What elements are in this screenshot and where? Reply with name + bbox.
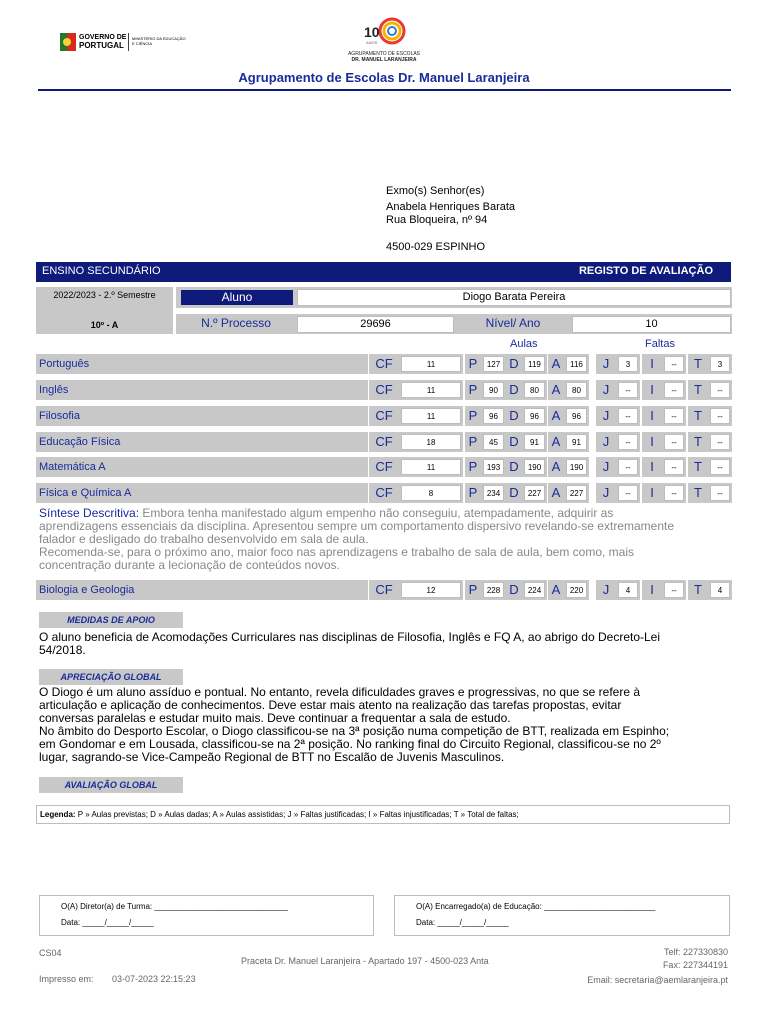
p-letter: P	[468, 459, 478, 474]
a-letter: A	[551, 459, 561, 474]
subject-name-bar	[36, 380, 368, 400]
recipient-postal: 4500-029 ESPINHO	[386, 241, 486, 253]
d-value: 91	[524, 434, 545, 450]
director-date-line: Data: _____/_____/_____	[61, 918, 154, 927]
p-letter: P	[468, 408, 478, 423]
gov-logo	[60, 31, 190, 53]
director-signature-box	[39, 895, 374, 936]
p-letter: P	[468, 356, 478, 371]
a-letter: A	[551, 582, 561, 597]
i-letter: I	[650, 485, 654, 500]
school-title: Agrupamento de Escolas Dr. Manuel Laranjeira	[238, 70, 530, 85]
footer-code: CS04	[39, 948, 62, 958]
legend-text: P » Aulas previstas; D » Aulas dadas; A » Aulas assistidas; J » Faltas justificadas; I » Faltas injustificadas; T » Total de faltas;	[77, 810, 519, 819]
d-value: 96	[524, 408, 545, 424]
footer-printed-value: 03-07-2023 22:15:23	[112, 974, 196, 984]
j-letter: J	[602, 382, 610, 397]
recipient-street: Rua Bloqueira, nº 94	[386, 214, 488, 226]
subject-row	[0, 380, 768, 400]
apreciacao-line5: em Gondomar e em Lousada, classificou-se na 2ª posição. No ranking final do Circuito Regional, classificou-se no 2º	[39, 737, 661, 751]
logo-line2: DR. MANUEL LARANJEIRA	[351, 57, 417, 63]
d-letter: D	[509, 582, 519, 597]
guardian-date-line: Data: _____/_____/_____	[416, 918, 509, 927]
title-left: ENSINO SECUNDÁRIO	[42, 265, 161, 277]
apreciacao-line4: No âmbito do Desporto Escolar, o Diogo classificou-se na 3ª posição numa competição de BTT, realizada em Espinho;	[39, 724, 670, 738]
i-value: --	[664, 408, 684, 424]
t-letter: T	[694, 485, 702, 500]
d-value: 190	[524, 459, 545, 475]
director-signature-line: O(A) Diretor(a) de Turma: ______________________________	[61, 902, 288, 911]
a-letter: A	[551, 356, 561, 371]
t-value: 3	[710, 356, 730, 372]
i-letter: I	[650, 356, 654, 371]
cf-value: 11	[401, 382, 461, 398]
cf-letter: CF	[375, 434, 393, 449]
nivel-value: 10	[572, 316, 731, 333]
a-value: 96	[566, 408, 587, 424]
a-letter: A	[551, 485, 561, 500]
j-value: 3	[618, 356, 638, 372]
t-value: --	[710, 459, 730, 475]
i-letter: I	[650, 582, 654, 597]
d-value: 80	[524, 382, 545, 398]
i-letter: I	[650, 459, 654, 474]
i-value: --	[664, 434, 684, 450]
cf-value: 11	[401, 356, 461, 372]
subject-name: Filosofia	[39, 410, 80, 422]
a-value: 80	[566, 382, 587, 398]
d-letter: D	[509, 434, 519, 449]
cf-letter: CF	[375, 382, 393, 397]
cf-value: 11	[401, 459, 461, 475]
avaliacao-label: AVALIAÇÃO GLOBAL	[39, 777, 183, 793]
a-letter: A	[551, 434, 561, 449]
i-letter: I	[650, 382, 654, 397]
period-panel	[36, 287, 173, 334]
footer-address: Praceta Dr. Manuel Laranjeira - Apartado 197 - 4500-023 Anta	[241, 956, 489, 966]
j-letter: J	[602, 356, 610, 371]
a-value: 190	[566, 459, 587, 475]
t-value: --	[710, 382, 730, 398]
sintese-line1: Embora tenha manifestado algum empenho não conseguiu, atempadamente, adquirir as	[142, 506, 614, 520]
apreciacao-text	[39, 686, 731, 764]
j-letter: J	[602, 408, 610, 423]
guardian-signature-box	[394, 895, 730, 936]
j-value: --	[618, 485, 638, 501]
subject-name: Português	[39, 358, 90, 370]
apreciacao-label: APRECIAÇÃO GLOBAL	[39, 669, 183, 685]
period-label: 2022/2023 - 2.º Semestre	[53, 290, 156, 300]
cf-letter: CF	[375, 408, 393, 423]
gov-line1: GOVERNO DE	[79, 34, 127, 41]
d-letter: D	[509, 459, 519, 474]
cf-value: 12	[401, 582, 461, 598]
header-divider	[38, 89, 731, 91]
sintese-block	[39, 507, 731, 572]
t-letter: T	[694, 356, 702, 371]
subject-name: Inglês	[39, 384, 69, 396]
a-letter: A	[551, 408, 561, 423]
footer-tel: Telf: 227330830	[663, 947, 728, 957]
p-value: 45	[483, 434, 504, 450]
d-letter: D	[509, 485, 519, 500]
subject-name: Física e Química A	[39, 487, 132, 499]
t-value: --	[710, 485, 730, 501]
legend-box	[36, 805, 730, 824]
aluno-label: Aluno	[181, 290, 293, 305]
a-value: 227	[566, 485, 587, 501]
title-right: REGISTO DE AVALIAÇÃO	[578, 265, 713, 277]
gov-line2: PORTUGAL	[79, 41, 124, 50]
p-letter: P	[468, 485, 478, 500]
d-letter: D	[509, 356, 519, 371]
subject-name-bar	[36, 406, 368, 426]
j-value: 4	[618, 582, 638, 598]
j-letter: J	[602, 434, 610, 449]
d-value: 119	[524, 356, 545, 372]
sintese-line5: concentração durante a lecionação de conteúdos novos.	[39, 558, 340, 572]
subject-name: Educação Física	[39, 436, 121, 448]
faltas-label: Faltas	[645, 338, 675, 350]
recipient-name: Anabela Henriques Barata	[386, 201, 516, 213]
subject-row	[0, 580, 768, 600]
i-value: --	[664, 582, 684, 598]
guardian-signature-line: O(A) Encarregado(a) de Educação: _________________________	[416, 902, 656, 911]
apreciacao-line6: lugar, sagrando-se Vice-Campeão Regional de BTT no Escalão de Juvenis Masculinos.	[39, 750, 505, 764]
t-letter: T	[694, 459, 702, 474]
processo-label: N.º Processo	[201, 316, 271, 330]
t-value: --	[710, 408, 730, 424]
apreciacao-line1: O Diogo é um aluno assíduo e pontual. No entanto, revela dificuldades graves e progressivas, no que se refere à	[39, 685, 641, 699]
aluno-value: Diogo Barata Pereira	[297, 289, 731, 306]
cf-value: 18	[401, 434, 461, 450]
t-letter: T	[694, 434, 702, 449]
school-emblem-icon	[346, 16, 422, 50]
t-letter: T	[694, 408, 702, 423]
cf-value: 8	[401, 485, 461, 501]
p-value: 228	[483, 582, 504, 598]
class-label: 10º - A	[90, 320, 119, 330]
p-value: 90	[483, 382, 504, 398]
sintese-line3: falador e desligado do trabalho desenvolvido em sala de aula.	[39, 532, 369, 546]
school-logo	[346, 16, 422, 64]
footer-email: Email: secretaria@aemlaranjeira.pt	[587, 975, 728, 985]
d-value: 224	[524, 582, 545, 598]
i-letter: I	[650, 408, 654, 423]
footer-printed-label: Impresso em:	[39, 974, 94, 984]
title-bar	[36, 262, 731, 282]
sintese-label: Síntese Descritiva:	[39, 506, 140, 520]
medidas-label: MEDIDAS DE APOIO	[39, 612, 183, 628]
p-value: 193	[483, 459, 504, 475]
i-value: --	[664, 356, 684, 372]
subject-row	[0, 457, 768, 477]
apreciacao-line2: articulação e aplicação de conhecimentos. Deve estar mais atento na realização das tarefas propostas, evitar	[39, 698, 622, 712]
d-letter: D	[509, 408, 519, 423]
portugal-flag-icon	[60, 33, 76, 51]
t-letter: T	[694, 582, 702, 597]
legend-label: Legenda:	[40, 810, 76, 819]
cf-letter: CF	[375, 485, 393, 500]
t-value: 4	[710, 582, 730, 598]
a-value: 91	[566, 434, 587, 450]
i-value: --	[664, 459, 684, 475]
j-letter: J	[602, 485, 610, 500]
j-value: --	[618, 382, 638, 398]
t-letter: T	[694, 382, 702, 397]
medidas-line2: 54/2018.	[39, 643, 86, 657]
i-value: --	[664, 382, 684, 398]
i-letter: I	[650, 434, 654, 449]
subject-row	[0, 354, 768, 374]
j-value: --	[618, 408, 638, 424]
j-value: --	[618, 459, 638, 475]
footer-fax: Fax: 227344191	[662, 960, 728, 970]
i-value: --	[664, 485, 684, 501]
cf-value: 11	[401, 408, 461, 424]
p-letter: P	[468, 434, 478, 449]
sintese-line4: Recomenda-se, para o próximo ano, maior foco nas aprendizagens e trabalho de sala de aula, bem como, mais	[39, 545, 635, 559]
j-letter: J	[602, 459, 610, 474]
logo-number: 10	[364, 24, 380, 40]
medidas-text	[39, 631, 731, 657]
medidas-line1: O aluno beneficia de Acomodações Curriculares nas disciplinas de Filosofia, Inglês e FQ A, ao abrigo do Decreto-Lei	[39, 630, 661, 644]
subject-row	[0, 406, 768, 426]
p-letter: P	[468, 382, 478, 397]
t-value: --	[710, 434, 730, 450]
cf-letter: CF	[375, 582, 393, 597]
p-letter: P	[468, 582, 478, 597]
subject-name: Matemática A	[39, 461, 106, 473]
cf-letter: CF	[375, 356, 393, 371]
j-value: --	[618, 434, 638, 450]
d-value: 227	[524, 485, 545, 501]
p-value: 234	[483, 485, 504, 501]
a-value: 116	[566, 356, 587, 372]
d-letter: D	[509, 382, 519, 397]
subject-row	[0, 483, 768, 503]
p-value: 96	[483, 408, 504, 424]
sintese-line2: aprendizagens essenciais da disciplina. Apresentou sempre um comportamento dispersivo revelando-se extremamente	[39, 519, 675, 533]
a-letter: A	[551, 382, 561, 397]
processo-value: 29696	[297, 316, 454, 333]
cf-letter: CF	[375, 459, 393, 474]
logo-anos: ANOS	[366, 40, 378, 45]
recipient-greeting: Exmo(s) Senhor(es)	[386, 185, 485, 197]
j-letter: J	[602, 582, 610, 597]
subject-row	[0, 432, 768, 452]
logo-line1: AGRUPAMENTO DE ESCOLAS	[347, 51, 421, 57]
p-value: 127	[483, 356, 504, 372]
a-value: 220	[566, 582, 587, 598]
ministry-line2: E CIÊNCIA	[132, 41, 153, 46]
subject-name: Biologia e Geologia	[39, 584, 135, 596]
apreciacao-line3: conversas paralelas e estudar muito mais. Deve continuar a frequentar a sala de estudo.	[39, 711, 511, 725]
nivel-label: Nível/ Ano	[485, 316, 541, 330]
ministry-line1: MINISTÉRIO DA EDUCAÇÃO	[132, 36, 186, 41]
aulas-label: Aulas	[510, 338, 538, 350]
